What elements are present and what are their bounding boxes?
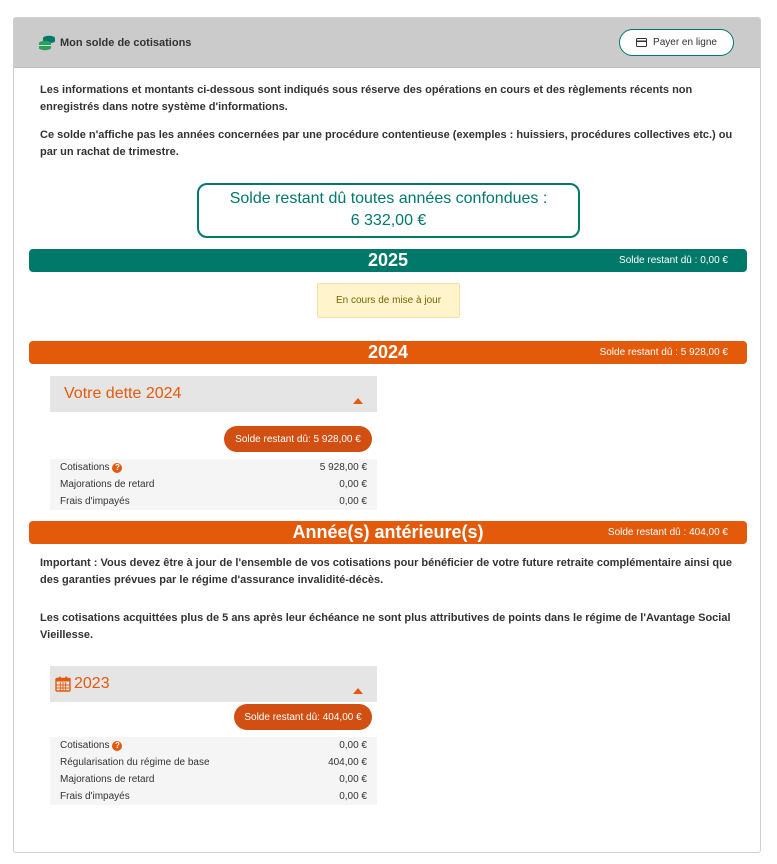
panel-header (14, 18, 760, 68)
detail-table-2023 (50, 737, 377, 805)
year-balance-2025: Solde restant dû : 0,00 € (619, 255, 728, 266)
balance-panel (13, 17, 761, 853)
year-bar-2025 (29, 249, 747, 272)
table-row (50, 459, 377, 476)
accordion-title-2024: Votre dette 2024 (64, 385, 182, 402)
table-row (50, 493, 377, 510)
year-title-previous: Année(s) antérieure(s) (292, 522, 484, 542)
total-balance-amount: 6 332,00 € (350, 212, 427, 229)
notice-important-prefix: Important : (40, 557, 98, 569)
row-value: 0,00 € (339, 740, 367, 751)
caret-up-icon (353, 681, 363, 687)
caret-up-icon (353, 391, 363, 397)
row-value: 0,00 € (339, 791, 367, 802)
table-row (50, 476, 377, 493)
row-label: Majorations de retard (60, 774, 155, 785)
intro-paragraph-scope: Ce solde n'affiche pas les années concernées par une procédure contentieuse (exemples : huissiers, procédures collectives etc.) ou par un rachat de trimestre. (40, 129, 733, 158)
row-value: 0,00 € (339, 496, 367, 507)
detail-table-2024 (50, 459, 377, 510)
total-balance-label: Solde restant dû toutes années confondues : (229, 190, 548, 207)
coins-icon (38, 35, 56, 51)
table-row (50, 771, 377, 788)
balance-pill-2023: Solde restant dû: 404,00 € (234, 704, 372, 730)
table-row (50, 754, 377, 771)
credit-card-icon (636, 38, 647, 47)
intro-text (14, 68, 760, 161)
help-icon[interactable]: ? (112, 463, 122, 473)
table-row (50, 737, 377, 754)
balance-pill-2024: Solde restant dû: 5 928,00 € (224, 426, 372, 452)
intro-paragraph-disclaimer: Les informations et montants ci-dessous sont indiqués sous réserve des opérations en cours et des règlements récents non enregistrés dans notre système d'informations. (40, 84, 693, 113)
notice-asv: Les cotisations acquittées plus de 5 ans après leur échéance ne sont plus attributives de points dans le régime de l'Avantage Social Vieillesse. (40, 612, 731, 641)
accordion-year-2023[interactable] (50, 666, 377, 702)
row-value: 0,00 € (339, 479, 367, 490)
pay-online-button[interactable] (619, 29, 734, 56)
year-balance-2024: Solde restant dû : 5 928,00 € (599, 347, 728, 358)
year-title-2024: 2024 (367, 342, 409, 362)
notice-important (40, 555, 740, 589)
row-label: Frais d'impayés (60, 791, 130, 802)
year-bar-previous (29, 521, 747, 544)
row-label: Majorations de retard (60, 479, 155, 490)
year-bar-2024 (29, 341, 747, 364)
row-value: 0,00 € (339, 774, 367, 785)
row-label: Cotisations (60, 740, 110, 751)
row-label: Régularisation du régime de base (60, 757, 210, 768)
status-badge-pending: En cours de mise à jour (317, 283, 460, 318)
accordion-title-2023: 2023 (74, 675, 110, 692)
row-label: Cotisations (60, 462, 110, 473)
total-balance-box (197, 183, 580, 238)
header-title-group (38, 35, 191, 51)
page-title: Mon solde de cotisations (60, 36, 192, 49)
row-value: 404,00 € (328, 757, 367, 768)
calendar-icon (55, 676, 71, 692)
table-row (50, 788, 377, 805)
accordion-debt-2024[interactable] (50, 376, 377, 412)
row-value: 5 928,00 € (319, 462, 367, 473)
year-balance-previous: Solde restant dû : 404,00 € (607, 527, 728, 538)
notice-important-text: Vous devez être à jour de l'ensemble de vos cotisations pour bénéficier de votre future retraite complémentaire ainsi que des garanties prévues par le régime d'assurance invalidité-décès. (40, 557, 732, 586)
year-title-2025: 2025 (367, 250, 409, 270)
pay-online-label: Payer en ligne (653, 37, 717, 48)
row-label: Frais d'impayés (60, 496, 130, 507)
help-icon[interactable]: ? (112, 741, 122, 751)
